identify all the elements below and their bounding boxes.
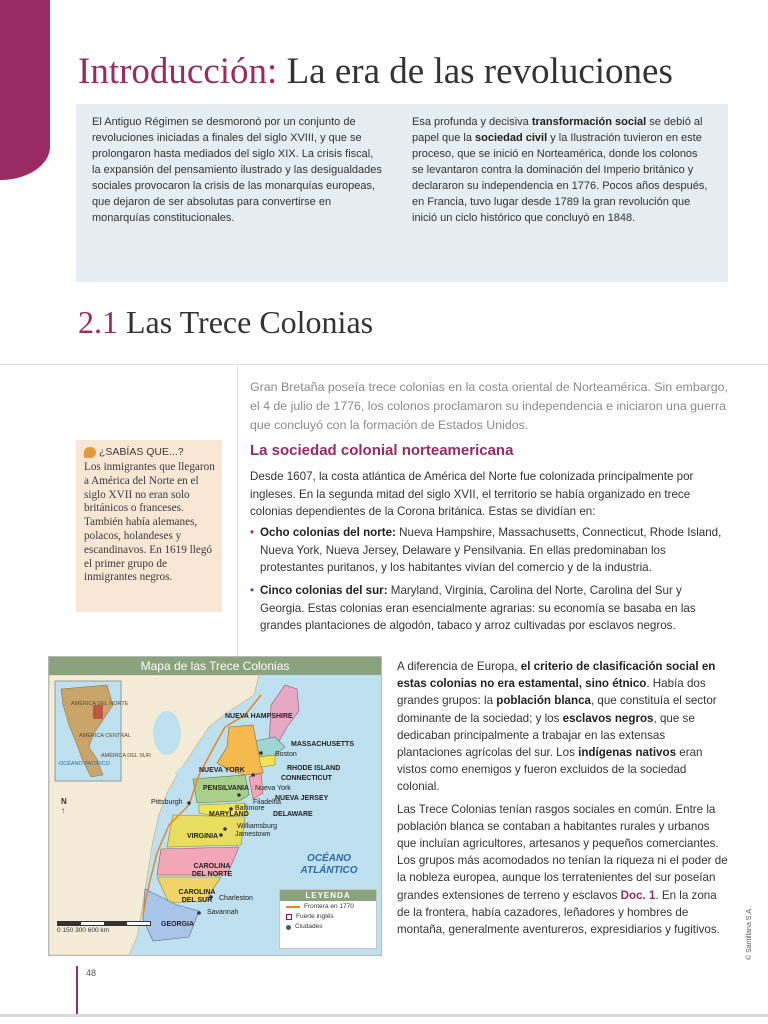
section-divider xyxy=(0,364,768,365)
city-dot xyxy=(187,801,191,805)
inset-label-pacific: OCÉANO PACÍFICO xyxy=(59,761,110,767)
city-charleston: Charleston xyxy=(219,895,253,902)
city-pittsburgh: Pittsburgh xyxy=(151,799,183,806)
margin-divider xyxy=(237,366,238,666)
label-nh: NUEVA HAMPSHIRE xyxy=(225,713,293,720)
city-dot xyxy=(197,911,201,915)
city-dot xyxy=(223,827,227,831)
label-ny: NUEVA YORK xyxy=(199,767,245,774)
map-title: Mapa de las Trece Colonias xyxy=(49,657,381,675)
label-sc: CAROLINA DEL SUR xyxy=(178,889,216,904)
did-you-know-header xyxy=(84,446,216,458)
section-heading xyxy=(78,304,373,341)
intro-right-text: Esa profunda y decisiva transformación social se debió al papel que la sociedad civil y la Ilustración tuvieron en este proceso, que se inició en Norteamérica, donde los colonos se levantaron contra la dominación del Imperio británico y declararon su independencia en 1776. Pocos años después, en Francia, tuvo lugar desde 1789 la gran revolución que inició un ciclo histórico que concluyó en 1848. xyxy=(412,116,708,224)
city-williamsburg: Williamsburg xyxy=(237,823,278,830)
inset-label-north: AMÉRICA DEL NORTE xyxy=(71,701,129,707)
page-number: 48 xyxy=(86,968,97,978)
label-nc: CAROLINA DEL NORTE xyxy=(191,863,233,878)
label-nj: NUEVA JERSEY xyxy=(275,795,329,802)
section-title: Las Trece Colonias xyxy=(118,304,374,340)
city-filadelfia: Filadelfia xyxy=(253,799,282,806)
did-you-know-box xyxy=(76,440,222,612)
right-column-text: A diferencia de Europa, el criterio de clasificación social en estas colonias no era estamental, sino étnico. Había dos grandes grupos: la población blanca, que constituía el sector dominante de la sociedad; y los esclavos negros, que se dedicaban principalmente a trabajar en las extensas plantaciones agrícolas del sur. Los indígenas nativos eran vistos como enemigos y fueron excluidos de la sociedad colonial. Las Trece Colonias tenían rasgos sociales en común. Entre la población blanca se contaban a habitantes rurales y urbanos que incluían agricultores, artesanos y pequeños comerciantes. Los grupos más acomodados no tenían la riqueza ni el poder de la nobleza europea, aunque los terratenientes del sur poseían grandes extensiones de terreno y esclavos Doc. 1. En la zona de la frontera, había cazadores, leñadores y hombres de montaña, generalmente aventureros, expresidiarios y fugitivos. xyxy=(397,660,728,937)
bullet-north-colonies: • Ocho colonias del norte: Nueva Hampshire, Massachusetts, Connecticut, Rhode Island, Nueva York, Nueva Jersey, Delaware y Pensilvania. En ellas predominaban los protestantes puritanos, y los habitantes vivían del comercio y de la industria. xyxy=(250,526,722,574)
bottom-edge xyxy=(0,1014,768,1017)
label-ma: MASSACHUSETTS xyxy=(291,741,355,748)
city-boston: Boston xyxy=(275,751,297,758)
scale-label: 0 150 300 600 km xyxy=(57,927,110,934)
label-va: VIRGINIA xyxy=(187,833,219,840)
thirteen-colonies-map xyxy=(48,656,382,956)
label-ri: RHODE ISLAND xyxy=(287,765,341,772)
legend-fort: Fuerte inglés xyxy=(280,911,376,921)
did-you-know-title: ¿SABÍAS QUE...? xyxy=(99,446,184,458)
intro-box xyxy=(76,104,728,282)
doc-reference: Doc. 1 xyxy=(620,888,656,902)
lead-paragraph: Gran Bretaña poseía trece colonias en la costa oriental de Norteamérica. Sin embargo, el 4 de julio de 1776, los colonos proclamaron su independencia e iniciaron una guerra que concluyó con la formación de Estados Unidos. xyxy=(250,380,728,432)
map-legend xyxy=(279,889,377,949)
scale-bar xyxy=(57,921,151,926)
city-dot xyxy=(219,833,223,837)
city-icon xyxy=(286,925,291,930)
north-arrow: N ↑ xyxy=(61,797,67,815)
intro-left-text: El Antiguo Régimen se desmoronó por un conjunto de revoluciones iniciadas a finales del siglo XVIII, y que se prolongaron hasta mediados del siglo XIX. La crisis fiscal, la expansión del pensamiento ilustrado y las desigualdades sociales provocaron la crisis de las monarquías europeas, que dejaron de ser absolutas para convertirse en monarquías constitucionales. xyxy=(92,116,382,224)
did-you-know-text: Los inmigrantes que llegaron a América del Norte en el siglo XVII no eran solo británicos o franceses. También había alemanes, polacos, holandeses y escandinavos. En 1619 llegó el primer grupo de inmigrantes negros. xyxy=(84,461,215,584)
lake-huron xyxy=(153,711,181,755)
city-savannah: Savannah xyxy=(207,909,239,916)
body-paragraph: Desde 1607, la costa atlántica de América del Norte fue colonizada principalmente por ingleses. En la segunda mitad del siglo XVII, el territorio se había organizado en trece colonias dependientes de la Corona británica. Estas se dividían en: xyxy=(250,470,694,518)
city-baltimore: Baltimore xyxy=(235,805,265,812)
page-title xyxy=(78,50,758,93)
copyright-notice: © Santillana S.A. xyxy=(746,906,753,960)
legend-frontier: Frontera en 1770 xyxy=(280,901,376,911)
label-pa: PENSILVANIA xyxy=(203,785,250,792)
section-number: 2.1 xyxy=(78,304,118,340)
speech-bubble-icon xyxy=(84,447,96,458)
label-de: DELAWARE xyxy=(273,811,313,818)
city-dot xyxy=(251,773,255,777)
inset-label-central: AMÉRICA CENTRAL xyxy=(79,733,131,739)
city-dot xyxy=(237,793,241,797)
ocean-label: OCÉANO ATLÁNTICO xyxy=(300,853,358,876)
subheading: La sociedad colonial norteamericana xyxy=(250,442,514,459)
title-rest: La era de las revoluciones xyxy=(277,51,673,92)
title-accent: Introducción: xyxy=(78,51,278,92)
legend-cities: Ciudades xyxy=(280,921,376,931)
colony-virginia xyxy=(167,815,245,847)
inset-label-south: AMÉRICA DEL SUR xyxy=(101,753,151,759)
label-md: MARYLAND xyxy=(209,811,249,818)
chapter-corner-tab xyxy=(0,0,50,180)
colony-connecticut xyxy=(259,755,275,767)
fort-icon xyxy=(286,914,292,920)
bullet-dot: • xyxy=(250,584,255,597)
bullet-south-colonies: • Cinco colonias del sur: Maryland, Virginia, Carolina del Norte, Carolina del Sur y Georgia. Estas colonias eran esencialmente agrarias: su economía se basaba en las grandes plantaciones de algodón, tabaco y arroz cultivadas por esclavos negros. xyxy=(250,584,696,632)
city-ny: Nueva York xyxy=(255,785,291,792)
label-ct: CONNECTICUT xyxy=(281,775,332,782)
legend-title: LEYENDA xyxy=(280,890,376,901)
label-ga: GEORGIA xyxy=(161,921,195,928)
city-jamestown: Jamestown xyxy=(235,831,271,838)
city-dot xyxy=(259,751,263,755)
page-number-bar xyxy=(76,966,78,1016)
bullet-dot: • xyxy=(250,526,255,539)
